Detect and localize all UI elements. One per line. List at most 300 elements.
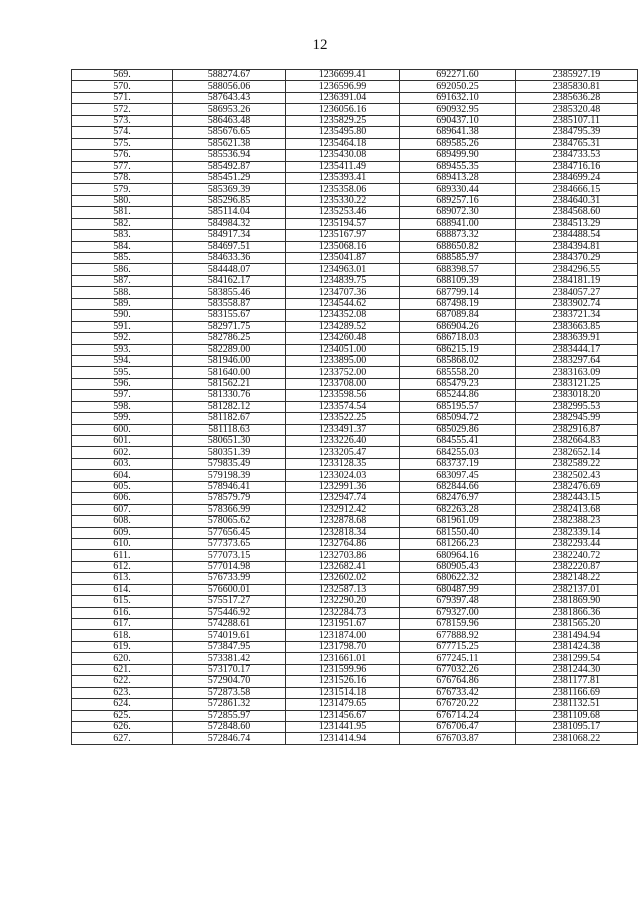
value-b-cell: 1232703.86: [286, 550, 400, 561]
table-row: [72, 561, 638, 572]
point-number-cell: 623.: [72, 687, 173, 698]
value-a-cell: 578579.79: [173, 493, 286, 504]
point-number-cell: 609.: [72, 527, 173, 538]
value-c-cell: 686215.19: [400, 344, 516, 355]
table-row: [72, 138, 638, 149]
value-a-cell: 577073.15: [173, 550, 286, 561]
point-number-cell: 605.: [72, 481, 173, 492]
point-number-cell: 580.: [72, 195, 173, 206]
value-c-cell: 677245.11: [400, 653, 516, 664]
value-a-cell: 576733.99: [173, 573, 286, 584]
value-a-cell: 578065.62: [173, 516, 286, 527]
value-a-cell: 588274.67: [173, 70, 286, 81]
value-d-cell: 2384716.16: [516, 161, 638, 172]
value-a-cell: 577373.65: [173, 538, 286, 549]
point-number-cell: 601.: [72, 436, 173, 447]
value-a-cell: 580351.39: [173, 447, 286, 458]
value-b-cell: 1233226.40: [286, 436, 400, 447]
value-a-cell: 576600.01: [173, 584, 286, 595]
value-c-cell: 692050.25: [400, 81, 516, 92]
value-b-cell: 1232991.36: [286, 481, 400, 492]
point-number-cell: 625.: [72, 710, 173, 721]
value-b-cell: 1235495.80: [286, 127, 400, 138]
value-b-cell: 1235393.41: [286, 172, 400, 183]
value-a-cell: 586953.26: [173, 104, 286, 115]
value-c-cell: 688585.97: [400, 253, 516, 264]
value-d-cell: 2385927.19: [516, 70, 638, 81]
point-number-cell: 607.: [72, 504, 173, 515]
value-d-cell: 2382148.22: [516, 573, 638, 584]
value-c-cell: 689585.26: [400, 138, 516, 149]
value-c-cell: 677032.26: [400, 664, 516, 675]
point-number-cell: 620.: [72, 653, 173, 664]
value-d-cell: 2383297.64: [516, 355, 638, 366]
value-d-cell: 2382220.87: [516, 561, 638, 572]
value-d-cell: 2382240.72: [516, 550, 638, 561]
table-row: [72, 538, 638, 549]
table-row: [72, 127, 638, 138]
table-row: [72, 516, 638, 527]
value-d-cell: 2384640.31: [516, 195, 638, 206]
value-d-cell: 2382476.69: [516, 481, 638, 492]
value-d-cell: 2384568.60: [516, 207, 638, 218]
point-number-cell: 596.: [72, 378, 173, 389]
value-b-cell: 1236056.16: [286, 104, 400, 115]
point-number-cell: 584.: [72, 241, 173, 252]
point-number-cell: 619.: [72, 641, 173, 652]
value-d-cell: 2382664.83: [516, 436, 638, 447]
value-b-cell: 1234707.36: [286, 287, 400, 298]
value-d-cell: 2384733.53: [516, 150, 638, 161]
value-d-cell: 2381299.54: [516, 653, 638, 664]
value-d-cell: 2382443.15: [516, 493, 638, 504]
point-number-cell: 593.: [72, 344, 173, 355]
value-a-cell: 585536.94: [173, 150, 286, 161]
value-b-cell: 1232764.86: [286, 538, 400, 549]
value-a-cell: 575517.27: [173, 596, 286, 607]
page-number: 12: [312, 37, 328, 53]
value-c-cell: 676714.24: [400, 710, 516, 721]
value-c-cell: 690932.95: [400, 104, 516, 115]
value-b-cell: 1233574.54: [286, 401, 400, 412]
value-b-cell: 1233491.37: [286, 424, 400, 435]
value-b-cell: 1235464.18: [286, 138, 400, 149]
value-c-cell: 685029.86: [400, 424, 516, 435]
value-d-cell: 2383721.34: [516, 310, 638, 321]
value-b-cell: 1232602.02: [286, 573, 400, 584]
value-a-cell: 572846.74: [173, 733, 286, 744]
value-b-cell: 1234289.52: [286, 321, 400, 332]
point-number-cell: 595.: [72, 367, 173, 378]
value-c-cell: 687089.84: [400, 310, 516, 321]
value-b-cell: 1231661.01: [286, 653, 400, 664]
value-a-cell: 579198.39: [173, 470, 286, 481]
point-number-cell: 606.: [72, 493, 173, 504]
table-row: [72, 104, 638, 115]
value-a-cell: 574019.61: [173, 630, 286, 641]
value-a-cell: 579835.49: [173, 458, 286, 469]
value-d-cell: 2381177.81: [516, 676, 638, 687]
value-b-cell: 1232947.74: [286, 493, 400, 504]
value-d-cell: 2384370.29: [516, 253, 638, 264]
value-c-cell: 687799.14: [400, 287, 516, 298]
value-d-cell: 2384057.27: [516, 287, 638, 298]
table-row: [72, 401, 638, 412]
value-c-cell: 676720.22: [400, 699, 516, 710]
value-a-cell: 584984.32: [173, 218, 286, 229]
table-row: [72, 275, 638, 286]
point-number-cell: 575.: [72, 138, 173, 149]
value-d-cell: 2384181.19: [516, 275, 638, 286]
table-row: [72, 195, 638, 206]
table-row: [72, 287, 638, 298]
point-number-cell: 617.: [72, 619, 173, 630]
point-number-cell: 626.: [72, 721, 173, 732]
table-row: [72, 70, 638, 81]
table-row: [72, 390, 638, 401]
table-row: [72, 115, 638, 126]
value-b-cell: 1235167.97: [286, 230, 400, 241]
value-c-cell: 689499.90: [400, 150, 516, 161]
value-c-cell: 686718.03: [400, 333, 516, 344]
value-c-cell: 679327.00: [400, 607, 516, 618]
value-a-cell: 584697.51: [173, 241, 286, 252]
table-row: [72, 676, 638, 687]
table-row: [72, 264, 638, 275]
value-b-cell: 1231514.18: [286, 687, 400, 698]
point-number-cell: 614.: [72, 584, 173, 595]
value-b-cell: 1231441.95: [286, 721, 400, 732]
value-b-cell: 1233598.56: [286, 390, 400, 401]
value-c-cell: 677888.92: [400, 630, 516, 641]
value-b-cell: 1232878.68: [286, 516, 400, 527]
table-row: [72, 253, 638, 264]
value-c-cell: 683737.19: [400, 458, 516, 469]
point-number-cell: 615.: [72, 596, 173, 607]
table-row: [72, 207, 638, 218]
value-c-cell: 676706.47: [400, 721, 516, 732]
value-a-cell: 582971.75: [173, 321, 286, 332]
value-b-cell: 1232818.34: [286, 527, 400, 538]
value-b-cell: 1236596.99: [286, 81, 400, 92]
value-d-cell: 2384795.39: [516, 127, 638, 138]
value-c-cell: 689257.16: [400, 195, 516, 206]
value-a-cell: 583855.46: [173, 287, 286, 298]
table-row: [72, 470, 638, 481]
value-c-cell: 689641.38: [400, 127, 516, 138]
table-row: [72, 596, 638, 607]
value-b-cell: 1233522.25: [286, 413, 400, 424]
value-c-cell: 680964.16: [400, 550, 516, 561]
value-c-cell: 676764.86: [400, 676, 516, 687]
point-number-cell: 576.: [72, 150, 173, 161]
value-c-cell: 680487.99: [400, 584, 516, 595]
value-d-cell: 2381068.22: [516, 733, 638, 744]
value-b-cell: 1234051.00: [286, 344, 400, 355]
value-b-cell: 1231599.96: [286, 664, 400, 675]
point-number-cell: 585.: [72, 253, 173, 264]
value-d-cell: 2381109.68: [516, 710, 638, 721]
value-c-cell: 688941.00: [400, 218, 516, 229]
value-d-cell: 2384513.29: [516, 218, 638, 229]
value-c-cell: 682476.97: [400, 493, 516, 504]
value-c-cell: 682263.28: [400, 504, 516, 515]
point-number-cell: 612.: [72, 561, 173, 572]
table-row: [72, 436, 638, 447]
value-d-cell: 2384699.24: [516, 172, 638, 183]
value-c-cell: 685094.72: [400, 413, 516, 424]
point-number-cell: 598.: [72, 401, 173, 412]
point-number-cell: 613.: [72, 573, 173, 584]
value-b-cell: 1234260.48: [286, 333, 400, 344]
value-c-cell: 685195.57: [400, 401, 516, 412]
value-a-cell: 581330.76: [173, 390, 286, 401]
value-d-cell: 2383444.17: [516, 344, 638, 355]
value-a-cell: 585369.39: [173, 184, 286, 195]
value-c-cell: 688873.32: [400, 230, 516, 241]
table-row: [72, 653, 638, 664]
value-c-cell: 676733.42: [400, 687, 516, 698]
table-row: [72, 641, 638, 652]
value-d-cell: 2382502.43: [516, 470, 638, 481]
value-a-cell: 573381.42: [173, 653, 286, 664]
value-d-cell: 2383018.20: [516, 390, 638, 401]
value-d-cell: 2381869.90: [516, 596, 638, 607]
value-a-cell: 584162.17: [173, 275, 286, 286]
value-d-cell: 2385107.11: [516, 115, 638, 126]
value-b-cell: 1233024.03: [286, 470, 400, 481]
point-number-cell: 603.: [72, 458, 173, 469]
value-c-cell: 680905.43: [400, 561, 516, 572]
value-d-cell: 2382413.68: [516, 504, 638, 515]
value-c-cell: 676703.87: [400, 733, 516, 744]
value-b-cell: 1231456.67: [286, 710, 400, 721]
value-d-cell: 2382293.44: [516, 538, 638, 549]
value-b-cell: 1231874.00: [286, 630, 400, 641]
value-b-cell: 1233128.35: [286, 458, 400, 469]
table-row: [72, 458, 638, 469]
point-number-cell: 586.: [72, 264, 173, 275]
value-c-cell: 687498.19: [400, 298, 516, 309]
value-a-cell: 572848.60: [173, 721, 286, 732]
point-number-cell: 627.: [72, 733, 173, 744]
value-a-cell: 582289.00: [173, 344, 286, 355]
value-d-cell: 2383639.91: [516, 333, 638, 344]
point-number-cell: 574.: [72, 127, 173, 138]
coordinates-table-body: [72, 70, 638, 745]
value-a-cell: 572855.97: [173, 710, 286, 721]
table-row: [72, 550, 638, 561]
point-number-cell: 622.: [72, 676, 173, 687]
value-d-cell: 2382339.14: [516, 527, 638, 538]
value-c-cell: 682844.66: [400, 481, 516, 492]
value-b-cell: 1231951.67: [286, 619, 400, 630]
value-a-cell: 586463.48: [173, 115, 286, 126]
value-d-cell: 2382652.14: [516, 447, 638, 458]
table-row: [72, 378, 638, 389]
value-d-cell: 2381132.51: [516, 699, 638, 710]
table-row: [72, 481, 638, 492]
table-row: [72, 710, 638, 721]
value-d-cell: 2384666.15: [516, 184, 638, 195]
point-number-cell: 604.: [72, 470, 173, 481]
value-a-cell: 581282.12: [173, 401, 286, 412]
value-b-cell: 1233205.47: [286, 447, 400, 458]
value-b-cell: 1235411.49: [286, 161, 400, 172]
value-a-cell: 585296.85: [173, 195, 286, 206]
value-c-cell: 691632.10: [400, 92, 516, 103]
value-d-cell: 2384296.55: [516, 264, 638, 275]
value-a-cell: 581640.00: [173, 367, 286, 378]
value-d-cell: 2384488.54: [516, 230, 638, 241]
value-a-cell: 587643.43: [173, 92, 286, 103]
value-c-cell: 678159.96: [400, 619, 516, 630]
value-d-cell: 2381166.69: [516, 687, 638, 698]
value-c-cell: 681550.40: [400, 527, 516, 538]
point-number-cell: 569.: [72, 70, 173, 81]
table-row: [72, 230, 638, 241]
table-row: [72, 733, 638, 744]
value-b-cell: 1231526.16: [286, 676, 400, 687]
table-row: [72, 92, 638, 103]
value-b-cell: 1235829.25: [286, 115, 400, 126]
table-row: [72, 355, 638, 366]
value-c-cell: 689330.44: [400, 184, 516, 195]
point-number-cell: 600.: [72, 424, 173, 435]
value-c-cell: 690437.10: [400, 115, 516, 126]
value-d-cell: 2382137.01: [516, 584, 638, 595]
value-d-cell: 2384394.81: [516, 241, 638, 252]
value-a-cell: 588056.06: [173, 81, 286, 92]
point-number-cell: 573.: [72, 115, 173, 126]
table-row: [72, 81, 638, 92]
table-row: [72, 573, 638, 584]
value-b-cell: 1235068.16: [286, 241, 400, 252]
value-d-cell: 2382995.53: [516, 401, 638, 412]
value-c-cell: 683097.45: [400, 470, 516, 481]
value-b-cell: 1234352.08: [286, 310, 400, 321]
value-b-cell: 1231479.65: [286, 699, 400, 710]
point-number-cell: 572.: [72, 104, 173, 115]
point-number-cell: 624.: [72, 699, 173, 710]
value-a-cell: 573170.17: [173, 664, 286, 675]
point-number-cell: 591.: [72, 321, 173, 332]
value-d-cell: 2383121.25: [516, 378, 638, 389]
value-c-cell: 688398.57: [400, 264, 516, 275]
value-a-cell: 575446.92: [173, 607, 286, 618]
value-c-cell: 681961.09: [400, 516, 516, 527]
value-c-cell: 679397.48: [400, 596, 516, 607]
value-d-cell: 2381494.94: [516, 630, 638, 641]
point-number-cell: 608.: [72, 516, 173, 527]
table-row: [72, 664, 638, 675]
value-a-cell: 581182.67: [173, 413, 286, 424]
table-row: [72, 298, 638, 309]
point-number-cell: 592.: [72, 333, 173, 344]
value-c-cell: 677715.25: [400, 641, 516, 652]
table-row: [72, 447, 638, 458]
value-b-cell: 1235041.87: [286, 253, 400, 264]
value-a-cell: 581118.63: [173, 424, 286, 435]
point-number-cell: 590.: [72, 310, 173, 321]
table-row: [72, 344, 638, 355]
value-c-cell: 688109.39: [400, 275, 516, 286]
point-number-cell: 618.: [72, 630, 173, 641]
value-c-cell: 685244.86: [400, 390, 516, 401]
value-a-cell: 583155.67: [173, 310, 286, 321]
value-b-cell: 1233895.00: [286, 355, 400, 366]
value-d-cell: 2382916.87: [516, 424, 638, 435]
table-row: [72, 333, 638, 344]
point-number-cell: 579.: [72, 184, 173, 195]
value-d-cell: 2384765.31: [516, 138, 638, 149]
value-c-cell: 685479.23: [400, 378, 516, 389]
value-c-cell: 685868.02: [400, 355, 516, 366]
value-a-cell: 583558.87: [173, 298, 286, 309]
table-row: [72, 161, 638, 172]
value-b-cell: 1235358.06: [286, 184, 400, 195]
point-number-cell: 571.: [72, 92, 173, 103]
table-row: [72, 584, 638, 595]
value-b-cell: 1233752.00: [286, 367, 400, 378]
value-c-cell: 685558.20: [400, 367, 516, 378]
table-row: [72, 424, 638, 435]
value-d-cell: 2381565.20: [516, 619, 638, 630]
value-a-cell: 585676.65: [173, 127, 286, 138]
point-number-cell: 602.: [72, 447, 173, 458]
value-a-cell: 577656.45: [173, 527, 286, 538]
point-number-cell: 577.: [72, 161, 173, 172]
value-a-cell: 577014.98: [173, 561, 286, 572]
value-a-cell: 574288.61: [173, 619, 286, 630]
point-number-cell: 611.: [72, 550, 173, 561]
value-a-cell: 572861.32: [173, 699, 286, 710]
table-row: [72, 630, 638, 641]
table-row: [72, 184, 638, 195]
table-row: [72, 527, 638, 538]
point-number-cell: 599.: [72, 413, 173, 424]
table-row: [72, 504, 638, 515]
value-a-cell: 582786.25: [173, 333, 286, 344]
point-number-cell: 588.: [72, 287, 173, 298]
value-c-cell: 692271.60: [400, 70, 516, 81]
value-c-cell: 689455.35: [400, 161, 516, 172]
value-b-cell: 1233708.00: [286, 378, 400, 389]
point-number-cell: 621.: [72, 664, 173, 675]
table-row: [72, 699, 638, 710]
value-b-cell: 1231414.94: [286, 733, 400, 744]
value-c-cell: 684555.41: [400, 436, 516, 447]
value-d-cell: 2381424.38: [516, 641, 638, 652]
value-a-cell: 585114.04: [173, 207, 286, 218]
value-d-cell: 2383663.85: [516, 321, 638, 332]
value-d-cell: 2382388.23: [516, 516, 638, 527]
value-b-cell: 1232290.20: [286, 596, 400, 607]
value-a-cell: 572873.58: [173, 687, 286, 698]
value-a-cell: 578946.41: [173, 481, 286, 492]
point-number-cell: 578.: [72, 172, 173, 183]
value-b-cell: 1235253.46: [286, 207, 400, 218]
table-row: [72, 218, 638, 229]
value-d-cell: 2382945.99: [516, 413, 638, 424]
table-row: [72, 687, 638, 698]
value-b-cell: 1231798.70: [286, 641, 400, 652]
value-c-cell: 681266.23: [400, 538, 516, 549]
value-b-cell: 1232682.41: [286, 561, 400, 572]
value-c-cell: 689413.28: [400, 172, 516, 183]
table-row: [72, 619, 638, 630]
table-row: [72, 607, 638, 618]
